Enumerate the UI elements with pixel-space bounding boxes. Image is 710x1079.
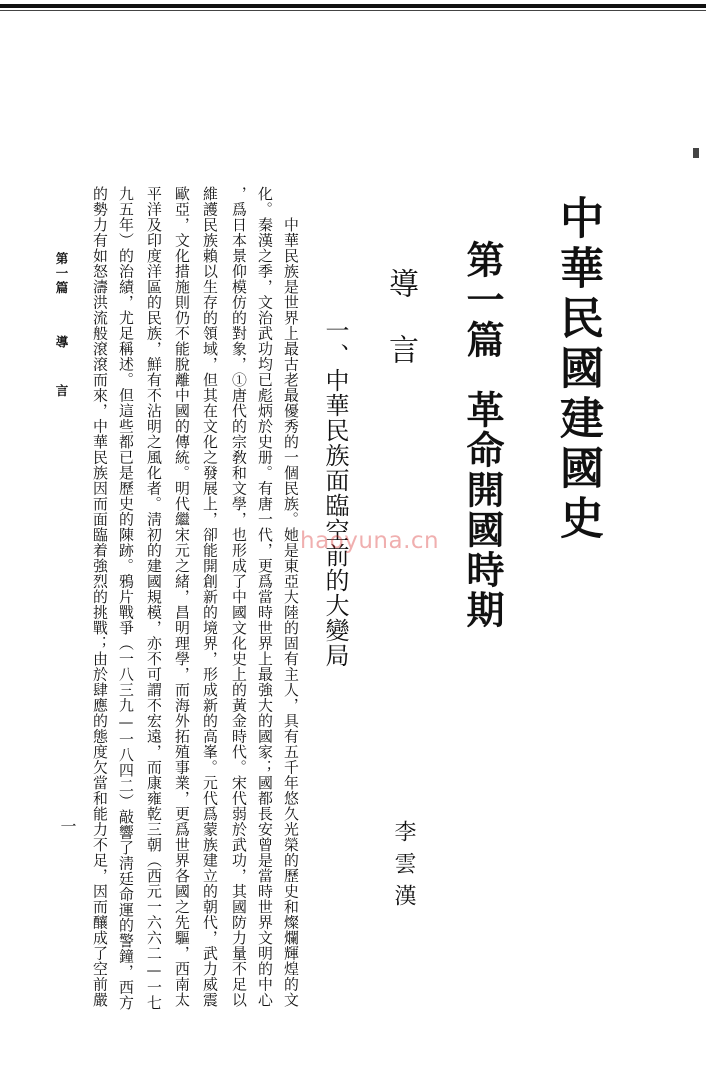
intro-title: 導言	[383, 268, 418, 400]
body-column: 平洋及印度洋區的民族，鮮有不沾明之風化者。淸初的建國規模，亦不可謂不宏遠，而康雍乾三朝（西元一六六二—一七	[145, 186, 163, 1011]
book-title: 中華民國建國史	[552, 195, 603, 545]
body-column: ，爲日本景仰模仿的對象，①唐代的宗敎和文學，也形成了中國文化史上的黃金時代。宋代弱於武功，其國防力量不足以	[230, 186, 248, 1008]
running-head-char-2: 言	[54, 384, 69, 399]
body-column: 歐亞，文化措施則仍不能脫離中國的傳統。明代繼宋元之緒，昌明理學，而海外拓殖事業，更爲世界各國之先驅，西南太	[173, 186, 191, 1008]
scan-mark	[693, 148, 699, 158]
running-head	[52, 252, 70, 399]
watermark: haoyuna.cn	[300, 528, 440, 554]
running-head-char-1: 導	[54, 335, 69, 350]
body-column: 化。秦漢之季，文治武功均已彪炳於史册。有唐一代，更爲當時世界上最強大的國家；國都長安曾是當時世界文明的中心	[256, 186, 274, 1008]
section-title: 一、中華民族面臨空前的大變局	[321, 318, 349, 668]
top-border-rule	[0, 4, 706, 8]
top-border-thin-rule	[0, 10, 706, 11]
author-name: 李雲漢	[391, 820, 416, 916]
body-column: 中華民族是世界上最古老最優秀的一個民族。她是東亞大陸的固有主人，具有五千年悠久光榮的歷史和燦爛輝煌的文	[282, 186, 300, 1008]
part-title	[455, 240, 510, 630]
body-column: 的勢力有如怒濤洪流般滾滾而來，中華民族因而面臨着強烈的挑戰；由於肆應的態度欠當和能力不足，因而釀成了空前嚴	[91, 186, 109, 1008]
page-number: 一	[58, 818, 77, 834]
running-head-part: 第一篇	[54, 252, 69, 296]
body-column: 維護民族賴以生存的領域，但其在文化之發展上，卻能開創新的境界，形成新的高峯。元代爲蒙族建立的朝代，武力威震	[201, 186, 219, 1008]
part-name: 革命開國時期	[460, 390, 505, 630]
part-number: 第一篇	[460, 240, 505, 360]
body-column: 九五年）的治績，尤足稱述。但這些都已是歷史的陳跡。鴉片戰爭（一八三九—一八四二）敲響了淸廷命運的警鐘，西方	[117, 186, 135, 1011]
